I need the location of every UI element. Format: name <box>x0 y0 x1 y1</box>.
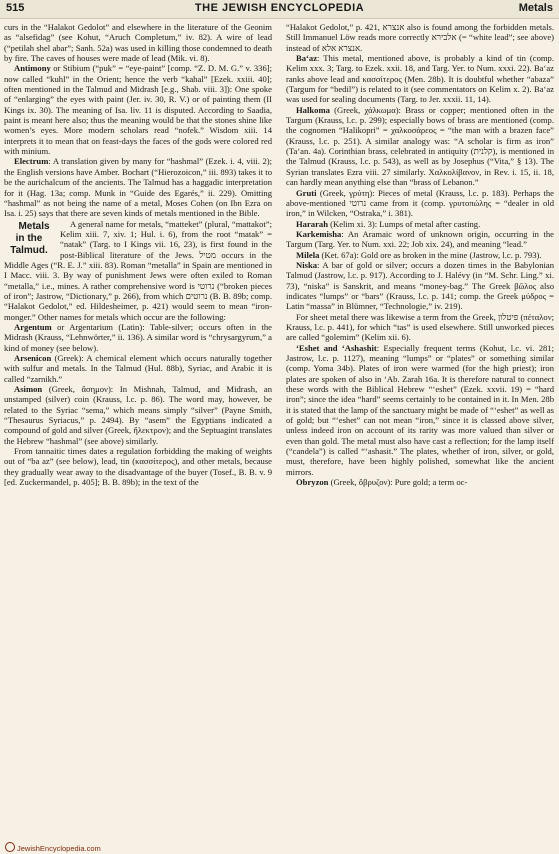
paragraph-text: A general name for metals, “matteket” (plural, “mattakot”; Kelim xiii. 7, xiv. 1; Hul. i. 6), from the root “matak” = “natak” (Targ. to I Kings vii. 16, 23), is first found in the post-Biblical literature of the Jews. מטיל occurs in the Middle Ages (“R. E. J.” xiii. 83). Roman “metalla” in Spain are mentioned in I Macc. viii. 3. By way of punishment Jews were often exiled to Roman “metalla,” i.e., mines. A rather comprehensive word is נרוטי (“broken pieces of iron”; Jastrow, “Dictionary,” p. 266), from which נרוטים (B. B. 89b; comp. “Halakot Gedolot,” ed. Hildesheimer, p. 421) would seem to mean “iron-monger.” Other names for metals which occur are the following: <box>4 218 272 322</box>
paragraph: From tannaitic times dates a regulation forbidding the making of weights out of “ba az” (see below), lead, tin (κασσίτερος), and other metals, because they gradually wear away to the disadvantage of the buyer (Tosef., B. B. v. 9 [ed. Zuckermandel, p. 405]; B. B. 89b); in the text of the <box>4 446 272 488</box>
entry-text: (Ket. 67a): Gold ore as broken in the mine (Jastrow, l.c. p. 793). <box>319 249 542 260</box>
entry-paragraph <box>286 260 554 312</box>
entry-headword: Asimon <box>14 384 43 395</box>
entry-text: or Argentarium (Latin): Table-silver; occurs often in the Midrash (Krauss, “Lehnwörter,” ii. 136). A similar word is “chrysargyrum,” a kind of money (see below). <box>4 321 272 353</box>
site-logo-icon <box>5 842 15 852</box>
entry-headword: Electrum <box>14 156 49 167</box>
entry-text: (Greek, ὄβρυζον): Pure gold; a term oc- <box>328 477 468 488</box>
entry-text: (Greek, ἄσημον): In Mishnah, Talmud, and Midrash, an unstamped (silver) coin (Krauss, l.c. p. 86). The word may, however, be related to the Syriac “sema,” which means simply “silver” (Payne Smith, “Thesaurus Syriacus,” p. 2494). By “asem” the Egyptians indicated a compound of gold and silver (Greek, ἤλεκτρον); and the Septuagint translates the Hebrew “hashmal” (see above) similarly. <box>4 384 272 446</box>
entry-text: (Kelim xi. 3): Lumps of metal after casting. <box>327 218 481 229</box>
entry-paragraph <box>4 322 272 353</box>
entry-paragraph <box>4 63 272 156</box>
left-column <box>4 22 272 840</box>
entry-paragraph <box>4 156 272 218</box>
site-brand-link[interactable] <box>5 842 101 853</box>
entry-text: : This metal, mentioned above, is probably a kind of tin (comp. Kelim xxx. 3; Targ. to Ezek. xxii. 18, and Targ. Yer. to Num. xxxi. 22). Ba‘az ranks above lead and κασσίτερος (Men. 28b). It is doubtful whether “abaza” (Targum for “bedil”) is related to it (see commentators on Kelim x. 2). Ba‘az was used for sealing documents (Targ. to Jer. xxxii. 11, 14). <box>286 53 554 105</box>
entry-headword: Milela <box>296 249 320 260</box>
entry-headword: Hararah <box>296 218 328 229</box>
entry-text: (Greek, χάλκωμα): Brass or copper; mentioned often in the Targum (Krauss, l.c. p. 299); especially bows of brass are mentioned (comp. the cognomen “Halikopri” = χαλκοσάρεος = “the man with a brazen face” (Krauss, l.c. p. 251). A similar analogy was: “A scholar is firm as iron” (Ta‘an. 4a). Corinthian brass, celebrated in antiquity (קלנית), is mentioned in the Talmud (Krauss, l.c. p. 543), as well as by Josephus (“Vita,” § 13). The Syrian translates Ezra viii. 27 similarly. Χαλκολίβανον, in Rev. i. 15, ii. 18, can hardly mean anything else than “brass of Lebanon.” <box>286 104 554 188</box>
paragraph: “Halakot Gedolot,” p. 421, אנצרא also is found among the forbidden metals. Still Immanuel Löw reads more correctly אלבירא (= “white lead”; see above) instead of אנצרא אלא. <box>286 22 554 53</box>
page-footer <box>0 840 559 854</box>
entry-headword: Antimony <box>14 63 51 74</box>
page-number: 515 <box>6 2 25 14</box>
entry-headword: ‘Eshet and ‘Ashashit <box>296 342 377 353</box>
encyclopedia-title: THE JEWISH ENCYCLOPEDIA <box>194 2 365 14</box>
paragraph: For sheet metal there was likewise a term from the Greek, פיטלון (πέταλον; Krauss, l.c. p. 441), for which “tas” is used elsewhere. Still unworked pieces are called “golemim” (Kelim xii. 6). <box>286 311 554 343</box>
entry-paragraph <box>286 229 554 250</box>
site-brand-text: JewishEncyclopedia.com <box>17 844 101 853</box>
entry-paragraph <box>286 343 554 477</box>
entry-text: (Greek, γρύτη): Pieces of metal (Krauss, l.c. p. 183). Perhaps the above-mentioned נרוטי came from it (comp. γρυτοπώλης = “dealer in old iron,” in Wilcken, “Ostraka,” i. 381). <box>286 187 554 219</box>
entry-paragraph <box>286 53 554 105</box>
entry-text: or Stibium (“puk” = “eye-paint” [comp. “Z. D. M. G.” v. 336]; now called “kuhl” in the Orient; hence the verb “kahal” [Ezek. xxiii. 40]; often mentioned in the Talmud and Midrash [e.g., Shab. viii. 3]): One spoke of “enlarging” the eyes with paint (Jer. iv. 30, R. V.) or of painting them (II Kings ix. 30). The meaning of Isa. liv. 11 is disputed. According to Saadia, paint is meant here also; thus the meaning would be that the stones shine like women’s eyes. More modern scholars read “nofek.” Wisdom xiii. 14 interprets it to mean that on feast-days the faces of the gods were colored red with minium. <box>4 63 272 157</box>
entry-text: : A translation given by many for “hashmal” (Ezek. i. 4, viii. 2); the English versions have Amber. Bochart (“Hierozoicon,” iii. 893) takes it to be the aurichalcum of the ancients. The Talmud has a haggadic interpretation for it (Hag. 13a; comp. Munk in “Guide des Egarés,” ii. 229). Omitting “hashmal” as not being the name of a metal, Moses Cohen (on Ibn Ezra on Isa. i. 25) says that there are seven kinds of metals mentioned in the Bible. <box>4 156 272 219</box>
entry-paragraph <box>286 188 554 219</box>
entry-paragraph <box>286 250 554 260</box>
right-column <box>286 22 554 840</box>
entry-paragraph <box>4 384 272 446</box>
entry-headword: Niska <box>296 259 318 270</box>
entry-text: : A bar of gold or silver; occurs a dozen times in the Babylonian Talmud (Jastrow, l.c. p. 917). According to J. Halévy (in “M. Schr. Ling.” xi. 73), “niska” is Sanskrit, and means “money-bag.” The Greek βῶλος also indicates “lumps” or “bars” (Krauss, l.c. p. 141; comp. the Greek μύδρος = Latin “massa” in Blümner, “Technologie,” iv. 219). <box>286 259 554 312</box>
page-header <box>0 0 559 19</box>
side-heading: Metals in the Talmud. <box>10 220 50 256</box>
paragraph <box>4 219 272 322</box>
entry-headword: Gruti <box>296 187 317 198</box>
entry-headword: Arsenicon <box>14 353 52 363</box>
entry-headword: Karkemisha <box>296 228 342 239</box>
entry-text: (Greek): A chemical element which occurs naturally together with sulfur and metals. In the Talmud (Hul. 88b), Syriac, and Arabic it is called “zarnikh.” <box>4 353 272 384</box>
entry-text: : Especially frequent terms (Kohut, l.c. vi. 281; Jastrow, l.c. p. 1127), meaning “lumps” or “plates” or something similar (comp. Yoma 34b). Plates of iron were warmed (for the high priest); iron plates are spoken of also in ‘Ab. Zarah 16a. It is therefore natural to connect these words with the Biblical Hebrew “‘eshet” (Ezek. xxvii. 19) = “hard iron”; since the idea “hard” seems certainly to be contained in it. In Men. 28b it is stated that the lamp of the sanctuary might be made of “‘eshet” as well as of gold; but “‘eshet” can not mean “iron,” since it is classed above silver, unless indeed iron on account of its rarity was more valued than silver or even than gold. The metal must also have cast a reflection; for the lamp itself (“candela”) is called “‘ashasit.” The plates, whether of iron, silver, or gold, must, therefore, have been highly polished, somewhat like the ancient mirrors. <box>286 342 554 477</box>
entry-paragraph <box>286 105 554 188</box>
entry-text: : An Aramaic word of unknown origin, occurring in the Targum (Targ. Yer. to Num. xxi. 22; Job xix. 24), and meaning “lead.” <box>286 228 554 250</box>
entry-headword: Argentum <box>14 321 52 332</box>
entry-headword: Halkoma <box>296 104 330 115</box>
entry-headword: Obryzon <box>296 477 329 488</box>
entry-paragraph <box>286 219 554 229</box>
running-headword: Metals <box>518 2 553 14</box>
entry-paragraph <box>286 477 554 487</box>
entry-headword: Ba‘az <box>296 53 318 64</box>
entry-paragraph <box>4 353 272 384</box>
paragraph: curs in the “Halakot Gedolot” and elsewhere in the literature of the Geonim as “alsefidag” (see Kohut, “Aruch Completum,” iv. 82). A wire of lead (“petilah shel abar”; Sanh. 52a) was used in killing those condemned to death by fire. The caves of houses were made of lead (Mik. vi. 8). <box>4 22 272 64</box>
